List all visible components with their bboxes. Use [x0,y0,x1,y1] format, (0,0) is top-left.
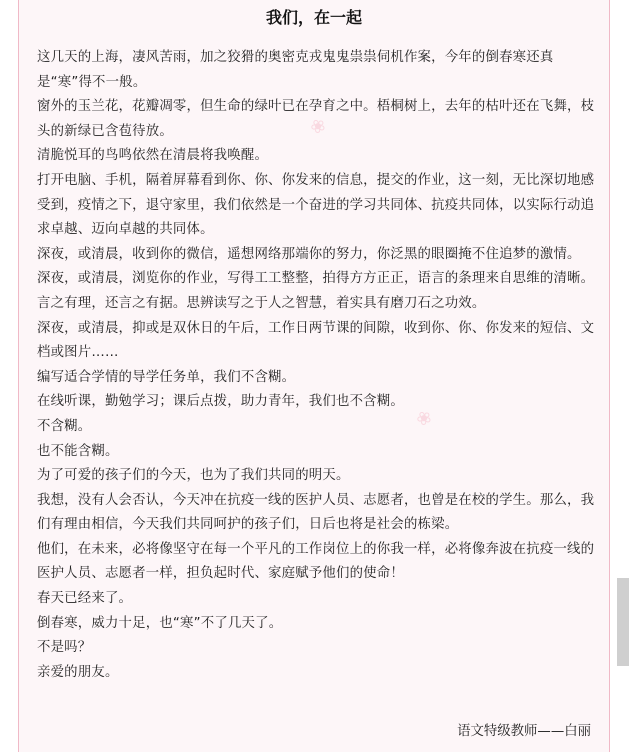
paragraph: 也不能含糊。 [37,443,119,459]
paragraph: 倒春寒，威力十足，也“寒”不了几天了。 [37,615,283,631]
article-title: 我们，在一起 [265,8,362,27]
petal-icon: ❀ [306,113,331,140]
paragraph: 窗外的玉兰花，花瓣凋零，但生命的绿叶已在孕育之中。梧桐树上，去年的枯叶还在飞舞，枝头的新绿已含苞待放。 [37,99,595,139]
paragraph: 这几天的上海，凄风苦雨，加之狡猾的奥密克戎鬼鬼祟祟伺机作案，今年的倒春寒还真是“寒”得不一般。 [37,50,554,90]
article-body [37,46,597,685]
paragraph: 为了可爱的孩子们的今天，也为了我们共同的明天。 [37,468,350,484]
vertical-scrollbar[interactable] [617,0,629,752]
scrollbar-thumb[interactable] [617,578,629,666]
paragraph: 深夜，或清晨，抑或是双休日的午后，工作日两节课的间隙，收到你、你、你发来的短信、文档或图片…… [37,320,595,361]
paragraph: 深夜，或清晨，浏览你的作业，写得工工整整，拍得方方正正，语言的条理来自思维的清晰。言之有理，还言之有据。思辨读写之于人之智慧，着实具有磨刀石之功效。 [37,271,595,311]
paragraph: 打开电脑、手机，隔着屏幕看到你、你、你发来的信息，提交的作业，这一刻，无比深切地感受到，疫情之下，退守家里，我们依然是一个奋进的学习共同体、抗疫共同体，以实际行动追求卓越、迈向卓越的共同体。 [37,172,595,238]
paragraph: 春天已经来了。 [37,591,133,607]
paragraph: 编写适合学情的导学任务单，我们不含糊。 [37,369,296,385]
petal-icon: ❀ [412,405,437,432]
paragraph: 在线听课，勤勉学习；课后点拨，助力青年，我们也不含糊。 [37,394,404,410]
article-card [18,0,610,752]
author-signature: 语文特级教师——白丽 [457,724,591,739]
paragraph: 清脆悦耳的鸟鸣依然在清晨将我唤醒。 [37,148,269,164]
paragraph: 他们，在未来，必将像坚守在每一个平凡的工作岗位上的你我一样，必将像奔波在抗疫一线的医护人员、志愿者一样，担负起时代、家庭赋予他们的使命！ [37,541,595,582]
paragraph: 不含糊。 [37,418,92,434]
paragraph: 亲爱的朋友。 [37,664,119,680]
paragraph: 我想，没有人会否认，今天冲在抗疫一线的医护人员、志愿者，也曾是在校的学生。那么，我们有理由相信，今天我们共同呵护的孩子们，日后也将是社会的栋梁。 [37,492,595,533]
paragraph: 深夜，或清晨，收到你的微信，遥想网络那端你的努力，你泛黑的眼圈掩不住追梦的激情。 [37,246,581,262]
paragraph: 不是吗？ [37,640,92,656]
